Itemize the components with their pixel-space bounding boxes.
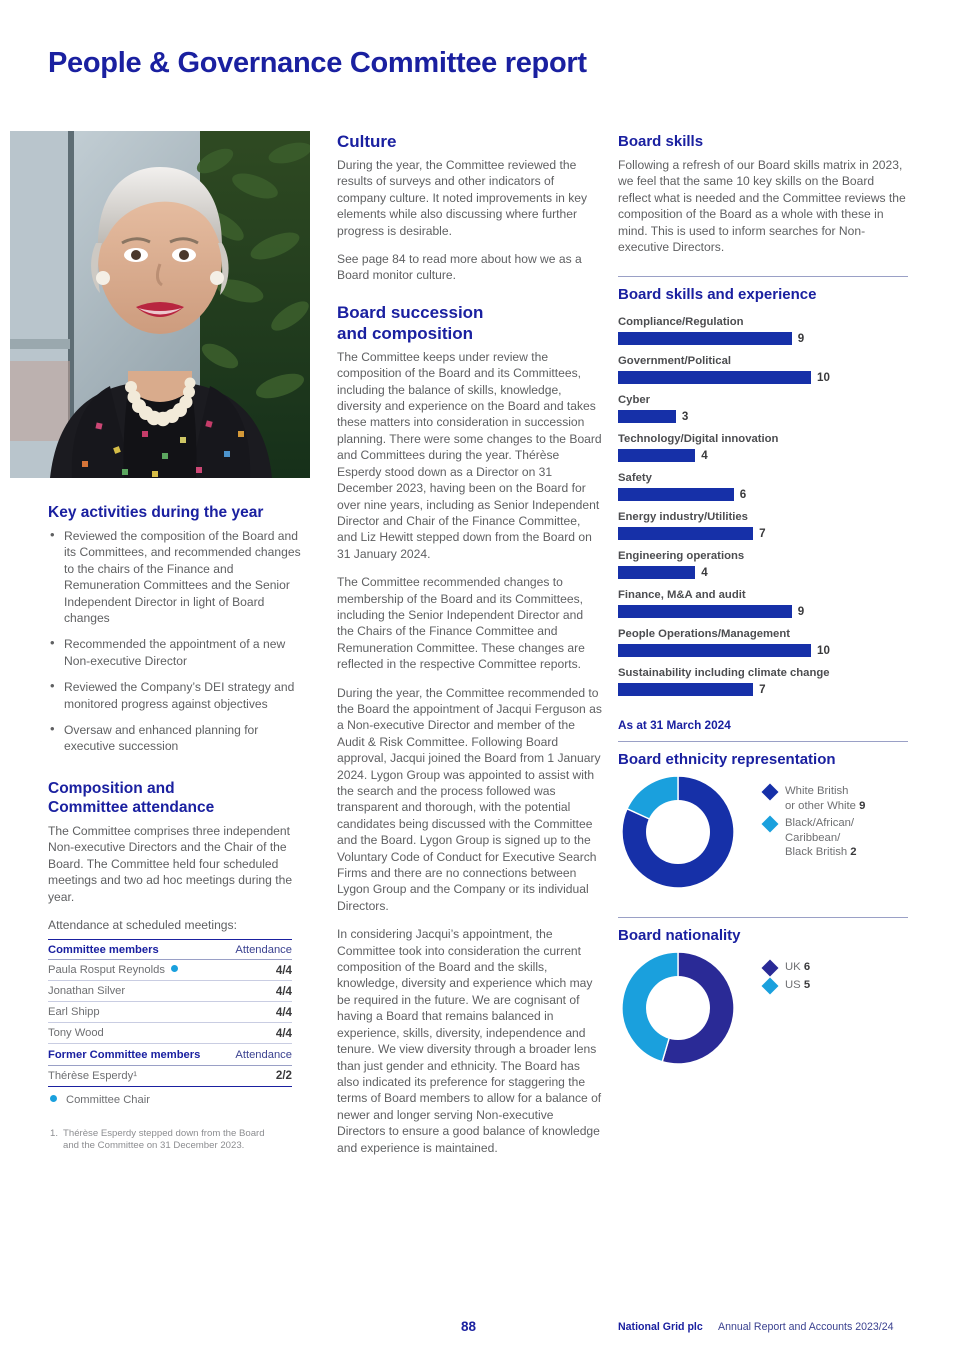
bar: [618, 371, 811, 384]
list-item: • Reviewed the Company’s DEI strategy and monitored progress against objectives: [48, 679, 302, 712]
key-activities-list: [48, 528, 302, 755]
bar-category-label: Engineering operations: [618, 550, 745, 563]
col-header-former-members: Former Committee members: [48, 1044, 226, 1066]
former-member-name: Thérèse Esperdy¹: [48, 1065, 226, 1086]
bar: [618, 527, 753, 540]
divider: [618, 741, 908, 742]
bar-value-label: 3: [681, 410, 689, 424]
legend-item: [764, 784, 865, 813]
table-row: [48, 960, 292, 981]
member-attendance: 4/4: [226, 960, 292, 981]
succession-heading-line2: and composition: [337, 323, 473, 343]
composition-heading: [48, 779, 302, 817]
nationality-chart: [618, 917, 908, 1073]
bar-line: [618, 605, 908, 618]
bar: [618, 332, 792, 345]
succession-paragraph-1: The Committee keeps under review the composition of the Board and its Committees, including the balance of skills, knowledge, diversity and experience on the Board and takes these matters into consideration in succession planning. There were some changes to the Board and Committees during the year. Thérèse Esperdy stood down as a Director on 31 December 2023, having been on the Board for over nine years, including as Senior Independent Director and Chair of the Finance Committee, and Liz Hewitt stepped down from the Board on 31 January 2024.: [337, 349, 602, 561]
list-item: • Reviewed the composition of the Board and its Committees, and recommended changes to the chairs of the Finance and Remuneration Committees and the Senior Independent Director in light of Board changes: [48, 528, 302, 626]
member-name-text: Paula Rosput Reynolds: [48, 964, 165, 977]
board-skills-heading: Board skills: [618, 133, 704, 150]
chair-dot-icon: [50, 1095, 57, 1102]
legend-diamond-icon: [762, 977, 779, 994]
footnote-text: Thérèse Esperdy stepped down from the Board and the Committee on 31 December 2023.: [63, 1127, 265, 1152]
page-title: People & Governance Committee report: [48, 47, 587, 79]
ethnicity-donut-block: [618, 772, 908, 897]
member-name: [48, 960, 226, 981]
member-attendance: 4/4: [226, 1023, 292, 1044]
legend-item: [764, 978, 810, 993]
succession-heading: [337, 302, 602, 344]
bar-value-label: 7: [759, 527, 766, 541]
bar-line: [618, 410, 908, 423]
bar-category-label: Safety: [618, 472, 652, 485]
ethnicity-legend: [764, 784, 865, 863]
legend-label: [785, 978, 810, 993]
legend-label-text: UK: [785, 961, 801, 974]
composition-paragraph: The Committee comprises three independent Non-executive Directors and the Chair of the Board. The Committee held four scheduled meetings and two ad hoc meetings during the year.: [48, 823, 293, 904]
ethnicity-chart-title: Board ethnicity representation: [618, 751, 836, 769]
portrait-illustration: [10, 131, 310, 478]
bar: [618, 488, 734, 501]
nationality-legend: [764, 960, 810, 995]
bar-value-label: 9: [797, 605, 805, 619]
committee-chair-photo: [10, 131, 310, 478]
member-attendance: 4/4: [226, 981, 292, 1002]
composition-heading-line1: Composition and: [48, 779, 175, 797]
legend-value: 5: [803, 978, 811, 991]
succession-paragraph-2: The Committee recommended changes to membership of the Board and its Committees, including the Senior Independent Director and the Chairs of the Finance Committee and Remuneration Committee. These changes are reflected in the respective Committee reports.: [337, 575, 585, 672]
bar: [618, 683, 753, 696]
bar-chart-row: [618, 627, 908, 657]
composition-heading-line2: Committee attendance: [48, 798, 215, 816]
bar-category-label: Compliance/Regulation: [618, 316, 744, 329]
attendance-intro: Attendance at scheduled meetings:: [48, 917, 237, 932]
list-item: • Oversaw and enhanced planning for executive succession: [48, 722, 302, 755]
member-name: Jonathan Silver: [48, 981, 226, 1002]
bar: [618, 410, 676, 423]
culture-paragraph-2: See page 84 to read more about how we as a Board monitor culture.: [337, 252, 582, 283]
page-number: 88: [461, 1319, 477, 1334]
bar-chart-row: [618, 471, 908, 501]
former-members-header-row: [48, 1044, 292, 1066]
bar-category-label: People Operations/Management: [618, 628, 791, 641]
bar-chart-rows: [618, 315, 908, 696]
table-row: [48, 981, 292, 1002]
key-activities-heading: Key activities during the year: [48, 504, 264, 521]
former-member-attendance: 2/2: [226, 1065, 292, 1086]
bar-chart-row: [618, 510, 908, 540]
board-skills-chart-title: Board skills and experience: [618, 286, 817, 304]
legend-diamond-icon: [762, 784, 779, 801]
table-footnote: [48, 1128, 302, 1153]
bar-chart-row: [618, 354, 908, 384]
legend-item: [764, 960, 810, 975]
legend-label-text: US: [785, 978, 801, 991]
bar-category-label: Sustainability including climate change: [618, 667, 830, 680]
as-at-date: As at 31 March 2024: [618, 718, 731, 733]
bar: [618, 605, 792, 618]
col-header-attendance: Attendance: [226, 940, 292, 960]
bar-chart-row: [618, 588, 908, 618]
legend-label: Black/African/ Caribbean/ Black British 2: [785, 817, 857, 859]
bar-value-label: 9: [797, 332, 805, 346]
legend-value: 2: [850, 846, 857, 859]
bar-value-label: 7: [759, 683, 766, 697]
legend-diamond-icon: [762, 960, 779, 977]
bar-line: [618, 449, 908, 462]
bar-line: [618, 566, 908, 579]
bar-line: [618, 644, 908, 657]
bar-line: [618, 332, 908, 345]
col-header-former-attendance: Attendance: [226, 1044, 292, 1066]
left-text-body: [10, 503, 310, 1153]
attendance-table: [48, 939, 292, 1087]
bar-category-label: Government/Political: [618, 355, 731, 368]
bar-line: [618, 371, 908, 384]
bar-category-label: Energy industry/Utilities: [618, 511, 748, 524]
legend-item: [764, 816, 865, 860]
bar: [618, 644, 811, 657]
nationality-donut-svg: [618, 948, 738, 1068]
bar-value-label: 4: [701, 566, 708, 580]
legend-value: 6: [803, 961, 811, 974]
ethnicity-chart: [618, 741, 908, 897]
bar-chart-row: [618, 666, 908, 696]
col-header-members: Committee members: [48, 940, 226, 960]
list-item: • Recommended the appointment of a new Non-executive Director: [48, 636, 302, 669]
footer-document: Annual Report and Accounts 2023/24: [718, 1321, 894, 1333]
bar-line: [618, 488, 908, 501]
succession-heading-line1: Board succession: [337, 302, 484, 322]
legend-label: White British or other White 9: [785, 785, 866, 812]
bar-value-label: 10: [817, 644, 830, 658]
nationality-donut: [618, 948, 750, 1073]
bar-value-label: 10: [817, 371, 830, 385]
bar-category-label: Technology/Digital innovation: [618, 433, 779, 446]
right-column: [618, 131, 908, 1073]
legend-value: 9: [859, 799, 866, 812]
bar-chart-row: [618, 315, 908, 345]
committee-chair-dot-icon: [171, 965, 178, 972]
bar-line: [618, 527, 908, 540]
bar: [618, 449, 695, 462]
bar-chart-row: [618, 549, 908, 579]
member-name: Tony Wood: [48, 1023, 226, 1044]
board-skills-chart: [618, 276, 908, 696]
chair-legend-label: Committee Chair: [66, 1093, 150, 1106]
table-row: [48, 1002, 292, 1023]
member-attendance: 4/4: [226, 1002, 292, 1023]
nationality-donut-block: [618, 948, 908, 1073]
bar-category-label: Cyber: [618, 394, 651, 407]
footnote-number: 1.: [50, 1127, 59, 1139]
bar-line: [618, 683, 908, 696]
bar-value-label: 6: [739, 488, 747, 502]
legend-label: [785, 960, 810, 975]
table-row: [48, 1065, 292, 1086]
bar-category-label: Finance, M&A and audit: [618, 589, 746, 602]
middle-column: [337, 131, 602, 1156]
bar-value-label: 4: [701, 449, 708, 463]
bar-chart-row: [618, 393, 908, 423]
legend-diamond-icon: [762, 816, 779, 833]
culture-paragraph-1: During the year, the Committee reviewed the results of surveys and other indicators of company culture. It noted improvements in key elements while also discussing where further progress is desirable.: [337, 158, 588, 238]
ethnicity-donut: [618, 772, 750, 897]
succession-paragraph-4: In considering Jacqui’s appointment, the Committee took into consideration the current composition of the Board and the skills, knowledge, diversity and experience which may be required in the future. We are cognisant of having a Board that remains balanced in experience, skills, diversity, independence and tenure. We view diversity through a broader lens than just gender and ethnicity. The Board has also indicated its preference for staggering the terms of Board members to allow for a balance of newer and longer serving Non-executive Directors to ensure a good balance of knowledge and experience is maintained.: [337, 927, 602, 1155]
ethnicity-donut-svg: [618, 772, 738, 892]
footer-brand: National Grid plc: [618, 1321, 703, 1333]
culture-heading: Culture: [337, 132, 397, 151]
left-column: [10, 131, 310, 1153]
nationality-chart-title: Board nationality: [618, 927, 741, 945]
bar: [618, 566, 695, 579]
chair-legend: [48, 1094, 302, 1106]
table-header-row: [48, 940, 292, 960]
board-skills-paragraph: Following a refresh of our Board skills matrix in 2023, we feel that the same 10 key skills on the Board reflect what is needed and the Committee reviews the composition of the Board as a whole with these in mind. This is used to inform searches for Non-executive Directors.: [618, 158, 906, 255]
table-row: [48, 1023, 292, 1044]
bar-chart-row: [618, 432, 908, 462]
member-name: Earl Shipp: [48, 1002, 226, 1023]
divider: [618, 917, 908, 918]
succession-paragraph-3: During the year, the Committee recommended to the Board the appointment of Jacqui Ferguson as a Non-executive Director and member of the Audit & Risk Committee. Following Board approval, Jacqui joined the Board from 1 January 2024. Lygon Group was appointed to assist with the search and the process followed was transparent and thorough, with the potential candidates being discussed with the Committee and the Board. Lygon Group is signed up to the Voluntary Code of Conduct for Executive Search Firms and there are no connections between Lygon Group and the Company or its individual Directors.: [337, 685, 602, 913]
divider: [618, 276, 908, 277]
